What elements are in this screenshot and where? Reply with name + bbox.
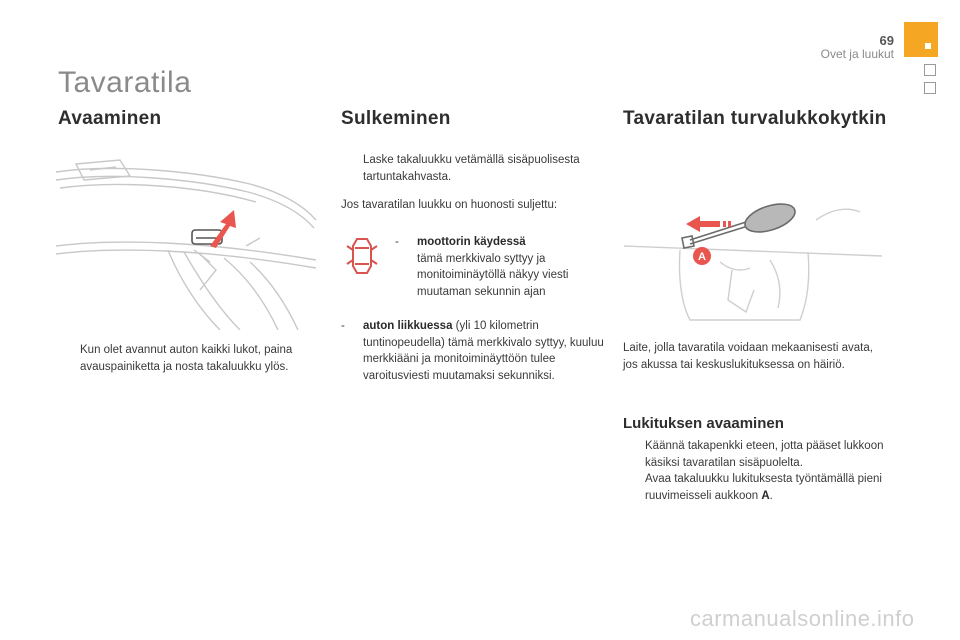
unlock-step-2-text: Avaa takaluukku lukituksesta työntämällä pieni ruuvimeisseli aukkoon bbox=[645, 473, 882, 502]
opening-instruction-text: Kun olet avannut auton kaikki lukot, paina avauspainiketta ja nosta takaluukku ylös. bbox=[80, 344, 293, 373]
heading-safety-lock: Tavaratilan turvalukkokytkin bbox=[623, 108, 887, 129]
unlock-step-1 bbox=[623, 438, 885, 471]
bullet-arrow-icon bbox=[58, 342, 80, 375]
door-open-warning-icon bbox=[345, 236, 379, 276]
chapter-tab-empty-2[interactable] bbox=[924, 82, 936, 94]
unlock-step-2-bold: A bbox=[761, 489, 770, 502]
item-label-driving: auton liikkuessa bbox=[363, 320, 453, 332]
heading-closing: Sulkeminen bbox=[341, 108, 451, 129]
figure-label-a: A bbox=[698, 251, 706, 263]
unlock-step-2 bbox=[623, 471, 885, 504]
warning-item-engine-running bbox=[395, 234, 605, 300]
tailgate-opening-illustration bbox=[50, 150, 320, 330]
opening-instruction bbox=[58, 342, 320, 375]
heading-opening: Avaaminen bbox=[58, 108, 162, 129]
safety-lock-description: Laite, jolla tavaratila voidaan mekaanisesti avata, jos akussa tai keskuslukituksessa on häiriö. bbox=[623, 342, 873, 371]
bullet-arrow-icon bbox=[623, 471, 645, 504]
tab-dot-icon bbox=[925, 43, 931, 49]
page-number: 69 bbox=[879, 33, 894, 48]
unlock-step-2-end: . bbox=[769, 489, 773, 502]
item-text-driving: (yli 10 kilometrin tuntinopeudella) tämä merkkivalo syttyy, kuuluu merkkiääni ja monitoiminäyttöön tulee varoitusviesti muutamaksi sekunniksi. bbox=[363, 320, 604, 382]
item-dash: - bbox=[341, 320, 345, 332]
chapter-tab-empty-1[interactable] bbox=[924, 64, 936, 76]
chapter-tab-active[interactable] bbox=[904, 22, 938, 57]
section-name: Ovet ja luukut bbox=[820, 47, 894, 61]
page-title: Tavaratila bbox=[58, 66, 192, 99]
closing-instruction-text: Laske takaluukku vetämällä sisäpuolisesta tartuntakahvasta. bbox=[363, 154, 580, 183]
watermark: carmanualsonline.info bbox=[690, 606, 915, 631]
bullet-arrow-icon bbox=[623, 438, 645, 471]
item-dash: - bbox=[395, 236, 399, 248]
closing-instruction bbox=[341, 152, 603, 185]
unlock-step-1-text: Käännä takapenkki eteen, jotta pääset lukkoon käsiksi tavaratilan sisäpuolelta. bbox=[645, 440, 884, 469]
bullet-arrow-icon bbox=[341, 152, 363, 185]
closing-intro: Jos tavaratilan luukku on huonosti suljettu: bbox=[341, 199, 558, 211]
heading-unlocking: Lukituksen avaaminen bbox=[623, 415, 784, 432]
item-text-engine: tämä merkkivalo syttyy ja monitoiminäytöllä näkyy viesti muutaman sekunnin ajan bbox=[417, 252, 569, 298]
item-label-engine: moottorin käydessä bbox=[417, 236, 526, 248]
safety-lock-illustration bbox=[620, 180, 890, 325]
warning-item-driving bbox=[341, 318, 605, 384]
